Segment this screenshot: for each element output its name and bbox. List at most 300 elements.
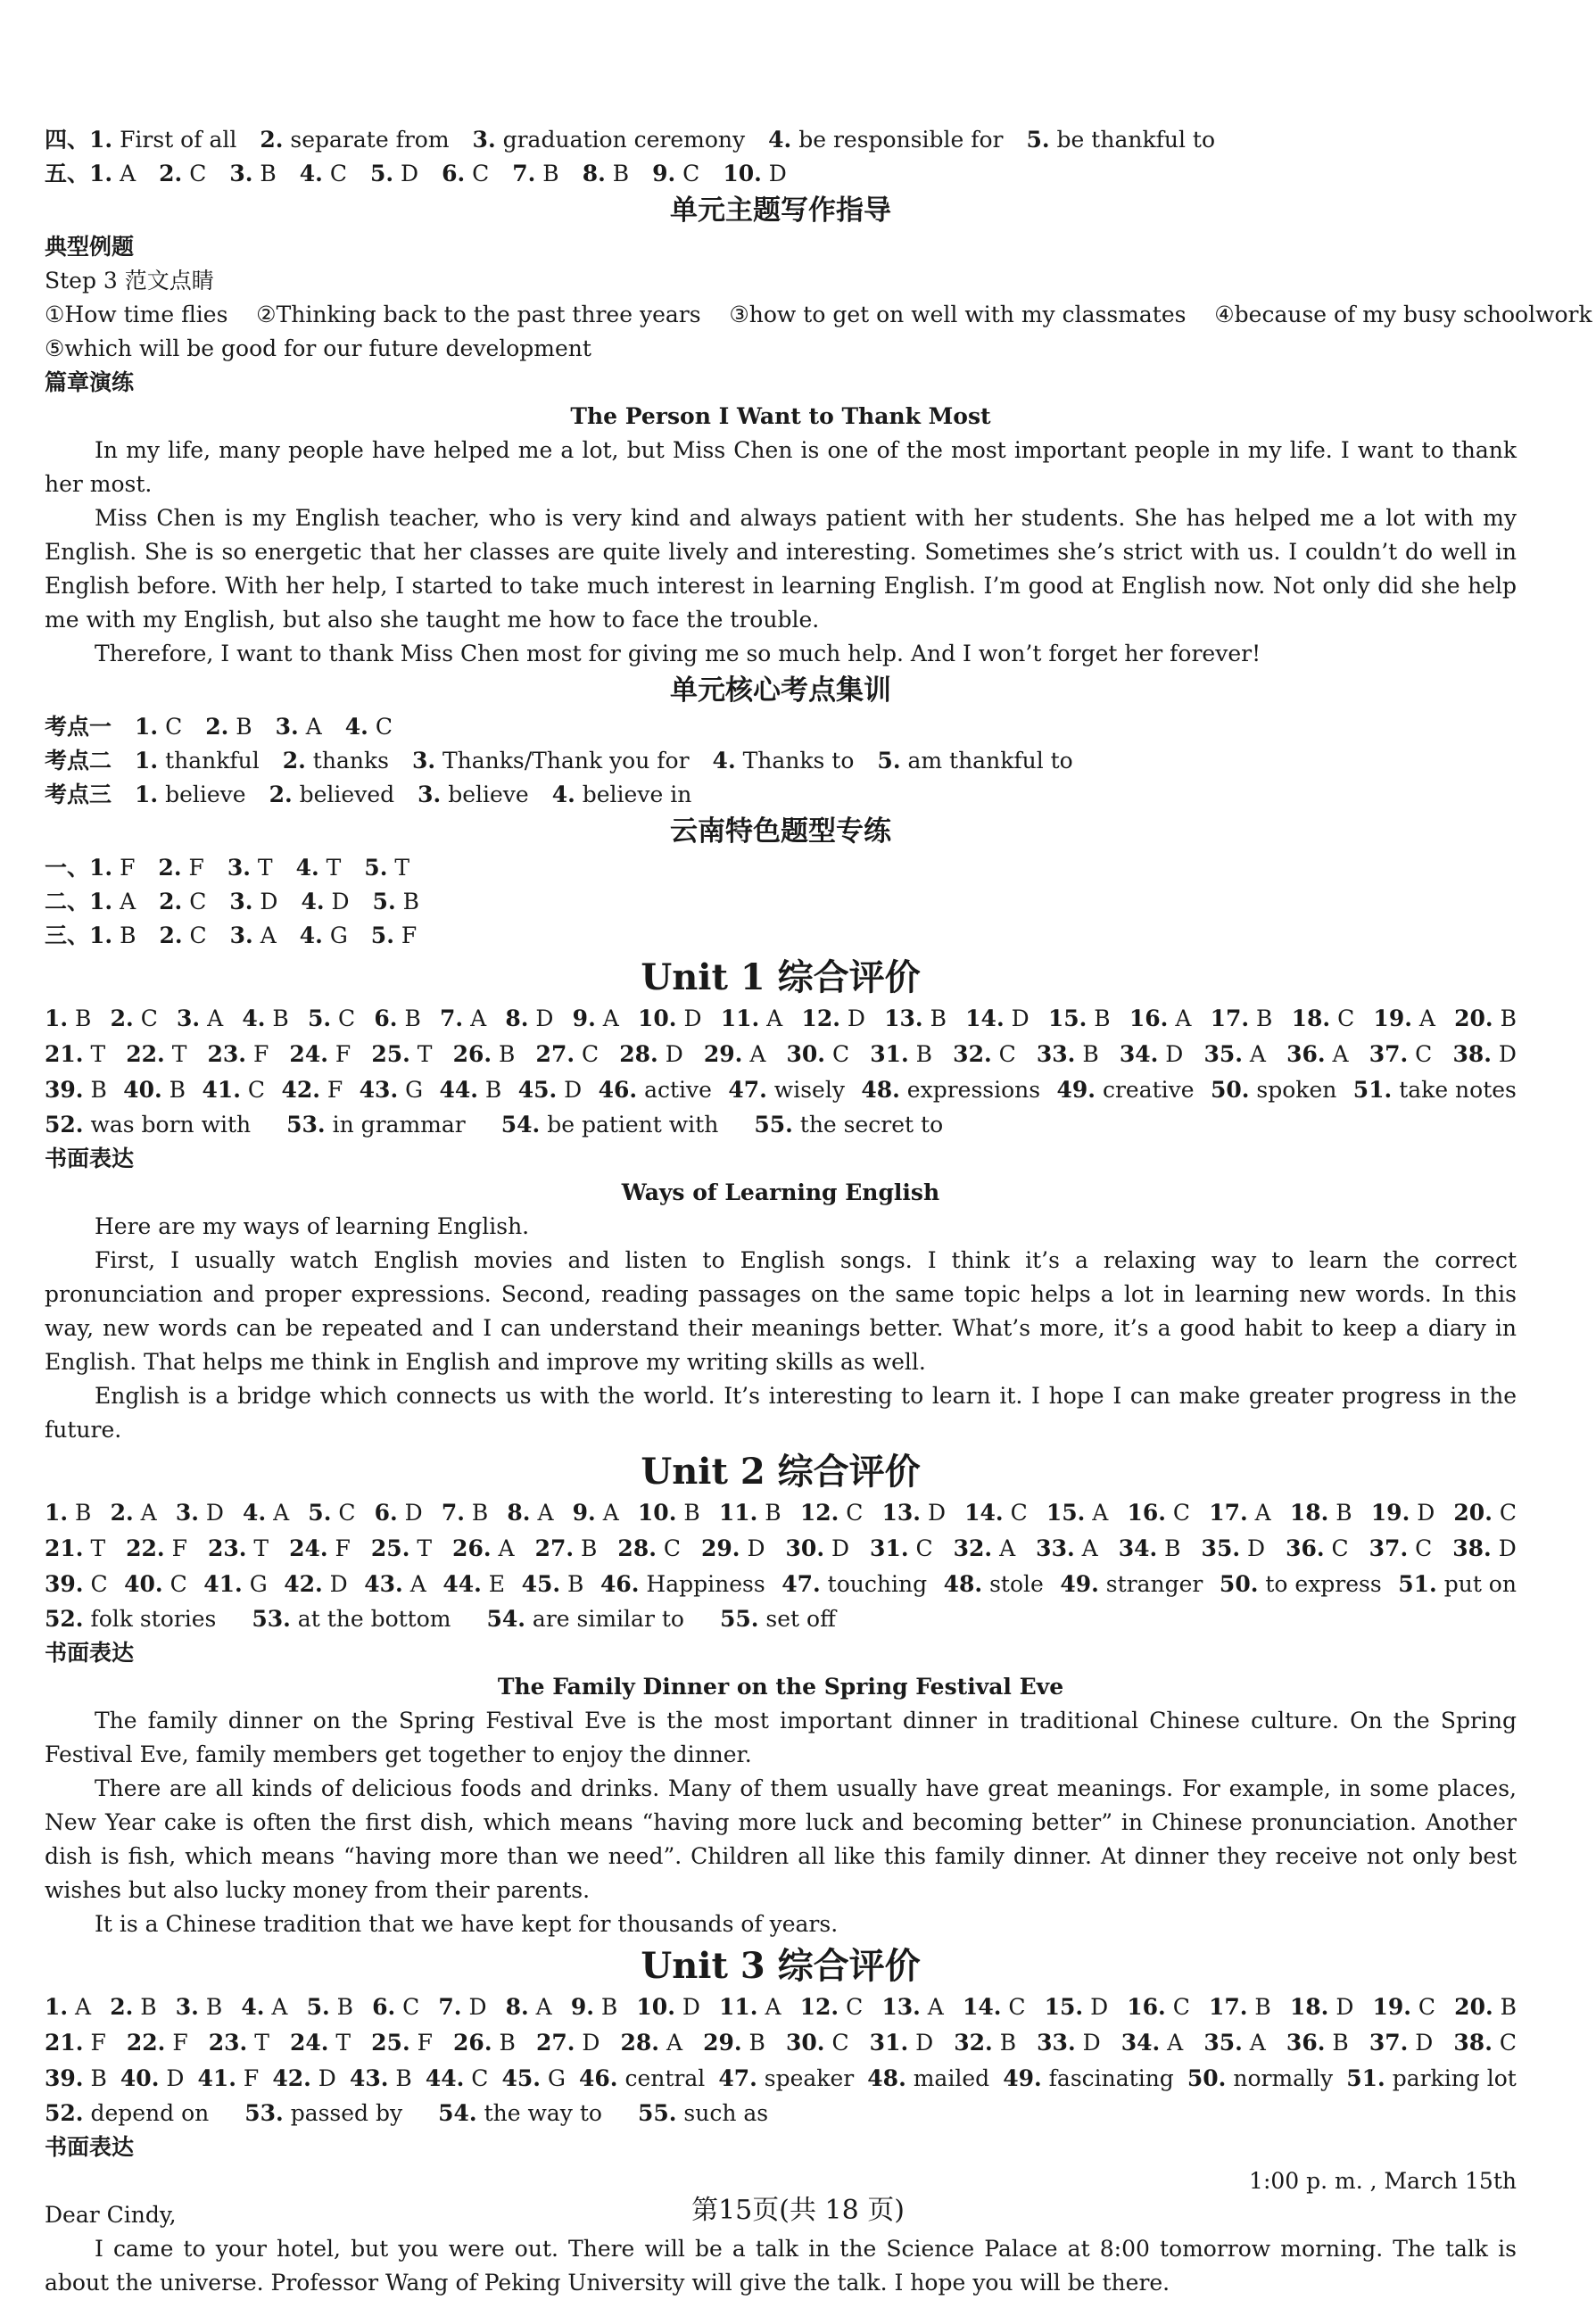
answer-value: depend on	[83, 2100, 210, 2126]
answer-item	[89, 885, 136, 919]
answer-number: 48.	[867, 2065, 906, 2091]
answer-item	[1120, 1037, 1184, 1072]
answer-value: C	[1492, 1500, 1517, 1526]
answer-item	[123, 1072, 186, 1108]
answer-number: 30.	[785, 1535, 825, 1561]
answer-number: 2.	[110, 1005, 134, 1031]
answer-value: D	[1075, 2030, 1101, 2056]
answer-item	[1286, 1531, 1349, 1567]
answer-value: C	[331, 1500, 356, 1526]
answer-item	[1187, 2061, 1333, 2097]
answer-number: 7.	[440, 1005, 464, 1031]
answer-item	[1211, 1001, 1273, 1037]
answer-value: C	[465, 161, 490, 186]
answer-item	[944, 1567, 1044, 1602]
answer-item	[230, 919, 277, 953]
answer-value: take notes	[1392, 1077, 1517, 1103]
answer-value: spoken	[1249, 1077, 1337, 1103]
answer-number: 15.	[1046, 1500, 1086, 1526]
answer-value: was born with	[83, 1112, 252, 1138]
essay-paragraph: The family dinner on the Spring Festival Eve is the most important dinner in traditional Chinese culture. On the Spring Festival Eve, family members get together to enjoy the dinner.	[45, 1708, 1517, 1767]
answer-value: A	[759, 1005, 783, 1031]
answer-item	[135, 744, 260, 778]
answer-number: 4.	[242, 1005, 266, 1031]
answer-item	[296, 851, 342, 885]
answer-item	[1211, 1072, 1336, 1108]
answer-value: believe	[441, 782, 529, 807]
answer-item	[1127, 1495, 1190, 1531]
answer-number: 27.	[535, 1041, 575, 1067]
answer-number: 23.	[207, 1535, 247, 1561]
answer-value: D	[908, 2030, 934, 2056]
answer-value: A	[112, 161, 136, 186]
answer-item	[202, 1072, 265, 1108]
answer-number: 8.	[582, 161, 606, 186]
answer-item	[45, 1567, 108, 1602]
answer-value: B	[757, 1500, 781, 1526]
answer-item	[208, 1531, 269, 1567]
answer-number: 21.	[45, 2030, 84, 2056]
answer-item	[801, 1001, 865, 1037]
row-label: 考点三	[45, 782, 112, 807]
answer-number: 2.	[110, 1500, 134, 1526]
answer-item	[89, 851, 135, 885]
answer-number: 13.	[881, 1994, 921, 2020]
answer-value: C	[1001, 1994, 1026, 2020]
answer-number: 50.	[1219, 1571, 1259, 1597]
answer-number: 26.	[452, 1041, 492, 1067]
answer-value: A	[491, 1535, 515, 1561]
answer-item	[290, 2025, 351, 2061]
answer-page	[45, 123, 1592, 2300]
answer-item	[787, 1037, 850, 1072]
answer-item	[1372, 1990, 1435, 2025]
answer-number: 4.	[768, 127, 792, 153]
answer-value: F	[181, 855, 204, 881]
answer-number: 3.	[175, 1994, 199, 2020]
answer-number: 31.	[870, 1535, 909, 1561]
answer-item	[536, 2025, 600, 2061]
answer-number: 3.	[177, 1005, 201, 1031]
answer-item	[1209, 1495, 1271, 1531]
answer-item	[372, 1990, 419, 2025]
answer-number: 6.	[374, 1500, 398, 1526]
essay-paragraph: First, I usually watch English movies and listen to English songs. I think it’s a relaxing way to learn the correct pronunciation and proper expressions. Second, reading passages on the same topic helps a lot in learning new words. In this way, new words can be repeated and I can understand their meanings better. What’s more, it’s a good habit to keep a diary in English. That helps me think in English and improve my writing skills as well.	[45, 1247, 1517, 1375]
answer-item	[1220, 1567, 1382, 1602]
answer-value: B	[161, 1077, 186, 1103]
answer-item	[110, 1990, 156, 2025]
answer-value: B	[922, 1005, 947, 1031]
answer-value: thanks	[305, 748, 389, 774]
answer-number: 32.	[953, 1535, 993, 1561]
answer-value: D	[740, 1535, 765, 1561]
answer-value: A	[402, 1571, 426, 1597]
answer-value: F	[327, 1535, 351, 1561]
answer-number: 52.	[45, 1606, 84, 1632]
answer-item	[1369, 1531, 1433, 1567]
answer-number: 41.	[203, 1571, 243, 1597]
answer-value: B	[593, 1994, 618, 2020]
answer-value: B	[252, 161, 277, 186]
answer-number: 10.	[638, 1005, 677, 1031]
answer-value: A	[595, 1005, 619, 1031]
answer-item	[45, 1602, 216, 1636]
answer-item	[870, 2025, 934, 2061]
answer-number: 39.	[45, 1077, 84, 1103]
answer-number: 4.	[344, 714, 368, 740]
answer-value: T	[164, 1041, 187, 1067]
answer-item	[617, 1531, 681, 1567]
answer-value: D	[1083, 1994, 1109, 2020]
answer-value: A	[112, 889, 136, 914]
answer-item	[583, 157, 629, 191]
answer-item	[159, 919, 206, 953]
answer-item	[754, 1108, 943, 1142]
answer-number: 5.	[306, 1994, 330, 2020]
answer-value: put on	[1436, 1571, 1517, 1597]
answer-value: D	[1491, 1535, 1517, 1561]
answer-value: C	[1324, 1535, 1349, 1561]
answer-item	[370, 157, 418, 191]
answer-value: Happiness	[639, 1571, 765, 1597]
answer-item	[1036, 1531, 1098, 1567]
answer-value: thankful	[158, 748, 260, 774]
answer-number: 50.	[1210, 1077, 1250, 1103]
answer-number: 41.	[202, 1077, 241, 1103]
answer-item	[1286, 2025, 1349, 2061]
answer-item	[963, 1990, 1026, 2025]
answer-item	[111, 1495, 157, 1531]
answer-value: C	[1003, 1500, 1028, 1526]
answer-value: F	[246, 1041, 269, 1067]
answer-item	[1453, 1495, 1517, 1531]
answer-item	[1202, 1531, 1266, 1567]
answer-value: G	[242, 1571, 268, 1597]
answer-number: 54.	[486, 1606, 525, 1632]
answer-value: D	[1328, 1994, 1354, 2020]
answer-value: C	[182, 922, 207, 948]
answer-item	[718, 2061, 854, 2097]
answer-number: 45.	[501, 2065, 541, 2091]
answer-item	[307, 1990, 353, 2025]
answer-item	[89, 157, 136, 191]
answer-number: 2.	[159, 922, 183, 948]
answer-item	[486, 1602, 683, 1636]
answer-value: B	[1325, 2030, 1349, 2056]
answer-value: T	[409, 1041, 433, 1067]
unit2-title: Unit 2 综合评价	[641, 1451, 921, 1493]
answer-value: fascinating	[1041, 2065, 1174, 2091]
answer-value: F	[236, 2065, 260, 2091]
answer-value: A	[463, 1005, 487, 1031]
answer-value: A	[992, 1535, 1016, 1561]
answer-value: A	[757, 1994, 781, 2020]
answer-item	[176, 1495, 224, 1531]
answer-number: 23.	[208, 2030, 248, 2056]
answer-item	[882, 1495, 947, 1531]
answer-item	[243, 1495, 289, 1531]
answer-number: 46.	[579, 2065, 618, 2091]
answer-value: to express	[1258, 1571, 1382, 1597]
answer-item	[571, 1990, 617, 2025]
answer-value: separate from	[283, 127, 450, 153]
answer-value: C	[395, 1994, 420, 2020]
answer-number: 4.	[299, 161, 323, 186]
row-label: 五、	[45, 161, 90, 186]
answer-number: 34.	[1119, 1041, 1159, 1067]
answer-item	[159, 157, 206, 191]
answer-item	[439, 1072, 501, 1108]
essay-paragraph: Here are my ways of learning English.	[95, 1213, 530, 1239]
answer-item	[1369, 1037, 1433, 1072]
answer-number: 4.	[301, 889, 325, 914]
answer-item	[227, 851, 273, 885]
answer-number: 25.	[371, 2030, 410, 2056]
answer-value: T	[247, 2030, 269, 2056]
answer-number: 2.	[159, 161, 183, 186]
answer-number: 10.	[723, 161, 762, 186]
answer-number: 22.	[126, 1041, 165, 1067]
answer-item	[512, 157, 558, 191]
answer-value: A	[1242, 1041, 1266, 1067]
answer-number: 25.	[370, 1535, 410, 1561]
answer-value: T	[250, 855, 273, 881]
unit1-answer-row	[45, 1072, 1517, 1108]
unit1-title: Unit 1 综合评价	[641, 956, 921, 998]
answer-value: B	[1328, 1500, 1352, 1526]
answer-item	[884, 1001, 947, 1037]
answer-number: 43.	[359, 1077, 399, 1103]
answer-item	[45, 2025, 106, 2061]
answer-number: 22.	[126, 2030, 166, 2056]
answer-item	[177, 1001, 223, 1037]
answer-number: 36.	[1286, 2030, 1326, 2056]
answer-item	[621, 2025, 683, 2061]
example-label: 典型例题	[45, 234, 135, 260]
answer-number: 24.	[289, 1535, 328, 1561]
answer-item	[438, 1990, 486, 2025]
answer-item	[289, 1037, 351, 1072]
answer-value: C	[575, 1041, 600, 1067]
answer-item	[1371, 1495, 1435, 1531]
answer-number: 18.	[1289, 1500, 1329, 1526]
unit2-essay-title: The Family Dinner on the Spring Festival Eve	[497, 1674, 1064, 1700]
answer-value: folk stories	[83, 1606, 217, 1632]
answer-item	[800, 1495, 864, 1531]
answer-number: 53.	[252, 1606, 291, 1632]
answer-item	[45, 2097, 209, 2130]
answer-value: B	[1075, 1041, 1099, 1067]
answer-value: C	[656, 1535, 681, 1561]
answer-value: Thanks to	[735, 748, 855, 774]
answer-value: D	[393, 161, 419, 186]
answer-number: 51.	[1352, 1077, 1393, 1103]
answer-item	[1452, 1531, 1517, 1567]
answer-item	[442, 1567, 505, 1602]
essay-paragraph: Miss Chen is my English teacher, who is very kind and always patient with her students. She has helped me a lot with my English. She is so energetic that her classes are quite lively and interesting. Sometimes she’s strict with us. I couldn’t do well in English before. With her help, I started to take much interest in learning English. I’m good at English now. Not only did she help me with my English, but also she taught me how to face the trouble.	[45, 505, 1517, 633]
answer-value: wisely	[766, 1077, 845, 1103]
answer-value: B	[1249, 1005, 1273, 1031]
answer-value: D	[1491, 1041, 1517, 1067]
answer-item	[522, 1567, 584, 1602]
unit3-answer-row	[45, 1990, 1517, 2025]
answer-number: 38.	[1452, 1535, 1492, 1561]
answer-number: 1.	[45, 1500, 69, 1526]
answer-item	[126, 1037, 186, 1072]
answer-item	[573, 1495, 619, 1531]
answer-number: 54.	[438, 2100, 477, 2126]
answer-value: such as	[676, 2100, 769, 2126]
unit2-answer-row	[45, 1567, 1517, 1602]
yunnan-answer-row	[45, 885, 1517, 919]
answer-value: D	[324, 889, 350, 914]
answer-item	[1290, 1495, 1352, 1531]
answer-number: 48.	[943, 1571, 983, 1597]
answer-number: 1.	[89, 161, 113, 186]
answer-item	[579, 2061, 705, 2097]
answer-value: B	[198, 1994, 223, 2020]
answer-value: central	[617, 2065, 706, 2091]
answer-value: set off	[758, 1606, 836, 1632]
answer-item	[364, 1567, 426, 1602]
unit3-answer-row	[45, 2097, 1517, 2130]
answer-item	[308, 1001, 355, 1037]
answer-value: C	[83, 1571, 108, 1597]
answer-item	[440, 1001, 486, 1037]
answer-item	[45, 1108, 251, 1142]
answer-number: 3.	[227, 855, 251, 881]
yunnan-answer-row	[45, 851, 1517, 885]
answer-item	[159, 885, 206, 919]
answer-item	[502, 2061, 566, 2097]
unit1-answer-row	[45, 1037, 1517, 1072]
answer-number: 29.	[701, 1535, 740, 1561]
answer-number: 49.	[1003, 2065, 1042, 2091]
answer-number: 43.	[349, 2065, 389, 2091]
letter-greeting: Dear Cindy,	[45, 2202, 177, 2228]
yunnan-answers	[45, 851, 1517, 953]
answer-item	[205, 710, 252, 744]
answer-item	[619, 1037, 683, 1072]
answer-value: A	[659, 2030, 683, 2056]
answer-number: 4.	[712, 748, 736, 774]
answer-value: T	[387, 855, 410, 881]
answer-value: B	[464, 1500, 489, 1526]
answer-number: 14.	[965, 1005, 1005, 1031]
answer-value: B	[992, 2030, 1017, 2056]
answer-value: C	[158, 714, 183, 740]
answer-value: B	[397, 1005, 421, 1031]
answer-number: 19.	[1373, 1005, 1412, 1031]
answer-value: First of all	[112, 127, 237, 153]
answer-value: B	[676, 1500, 700, 1526]
answer-value: D	[198, 1500, 224, 1526]
answer-value: Thanks/Thank you for	[435, 748, 690, 774]
answer-value: A	[68, 1994, 92, 2020]
answer-number: 16.	[1127, 1500, 1166, 1526]
answer-number: 1.	[45, 1994, 69, 2020]
answer-number: 4.	[243, 1500, 267, 1526]
answer-number: 28.	[619, 1041, 658, 1067]
answer-item	[1203, 2025, 1266, 2061]
answer-value: F	[409, 2030, 433, 2056]
answer-value: C	[1408, 1041, 1433, 1067]
answer-value: D	[557, 1077, 583, 1103]
answer-value: G	[322, 922, 348, 948]
answer-item	[135, 710, 182, 744]
answer-number: 39.	[45, 1571, 84, 1597]
answer-value: T	[318, 855, 342, 881]
answer-number: 4.	[241, 1994, 265, 2020]
answer-item	[453, 1037, 516, 1072]
answer-value: B	[535, 161, 559, 186]
answer-value: C	[1330, 1005, 1355, 1031]
answer-number: 20.	[1454, 1005, 1493, 1031]
answer-number: 3.	[229, 922, 253, 948]
answer-number: 52.	[45, 1112, 84, 1138]
answer-item	[473, 123, 746, 157]
answer-value: D	[761, 161, 787, 186]
answer-value: B	[908, 1041, 933, 1067]
answer-item	[638, 2097, 768, 2130]
answer-item	[373, 885, 419, 919]
answer-number: 51.	[1346, 2065, 1385, 2091]
unit2-writing-label: 书面表达	[45, 1640, 135, 1666]
answer-value: C	[825, 1041, 850, 1067]
answer-value: be patient with	[540, 1112, 719, 1138]
answer-item	[701, 1531, 765, 1567]
answer-item	[1398, 1567, 1517, 1602]
answer-item	[721, 1001, 783, 1037]
answer-number: 6.	[374, 1005, 398, 1031]
answer-number: 41.	[197, 2065, 236, 2091]
answer-item	[723, 157, 787, 191]
answer-item	[371, 2025, 433, 2061]
answer-item	[1290, 1990, 1354, 2025]
answer-number: 27.	[535, 2030, 575, 2056]
answer-item	[244, 2097, 402, 2130]
answer-value: D	[676, 1005, 702, 1031]
answer-value: D	[1158, 1041, 1184, 1067]
answer-item	[954, 2025, 1016, 2061]
answer-item	[426, 2061, 489, 2097]
answer-number: 23.	[207, 1041, 246, 1067]
answer-number: 5.	[372, 889, 396, 914]
answer-item	[506, 1990, 552, 2025]
answer-value: are similar to	[525, 1606, 684, 1632]
answer-value: A	[1247, 1500, 1271, 1526]
answer-number: 2.	[282, 748, 306, 774]
answer-item	[1037, 1037, 1099, 1072]
answer-value: T	[246, 1535, 269, 1561]
core-answer-row	[45, 710, 1517, 744]
answer-value: B	[492, 2030, 516, 2056]
answer-item	[364, 851, 409, 885]
answer-number: 47.	[781, 1571, 821, 1597]
answer-item	[636, 1990, 700, 2025]
answer-item	[308, 1495, 355, 1531]
answer-number: 31.	[870, 1041, 909, 1067]
answer-number: 29.	[703, 2030, 742, 2056]
row-label: 考点二	[45, 748, 112, 774]
answer-value: passed by	[283, 2100, 403, 2126]
answer-number: 15.	[1044, 1994, 1084, 2020]
row-label: 考点一	[45, 714, 112, 740]
answer-value: A	[1085, 1500, 1109, 1526]
answer-item	[1292, 1001, 1355, 1037]
answer-item	[418, 778, 529, 812]
answer-value: D	[322, 1571, 348, 1597]
